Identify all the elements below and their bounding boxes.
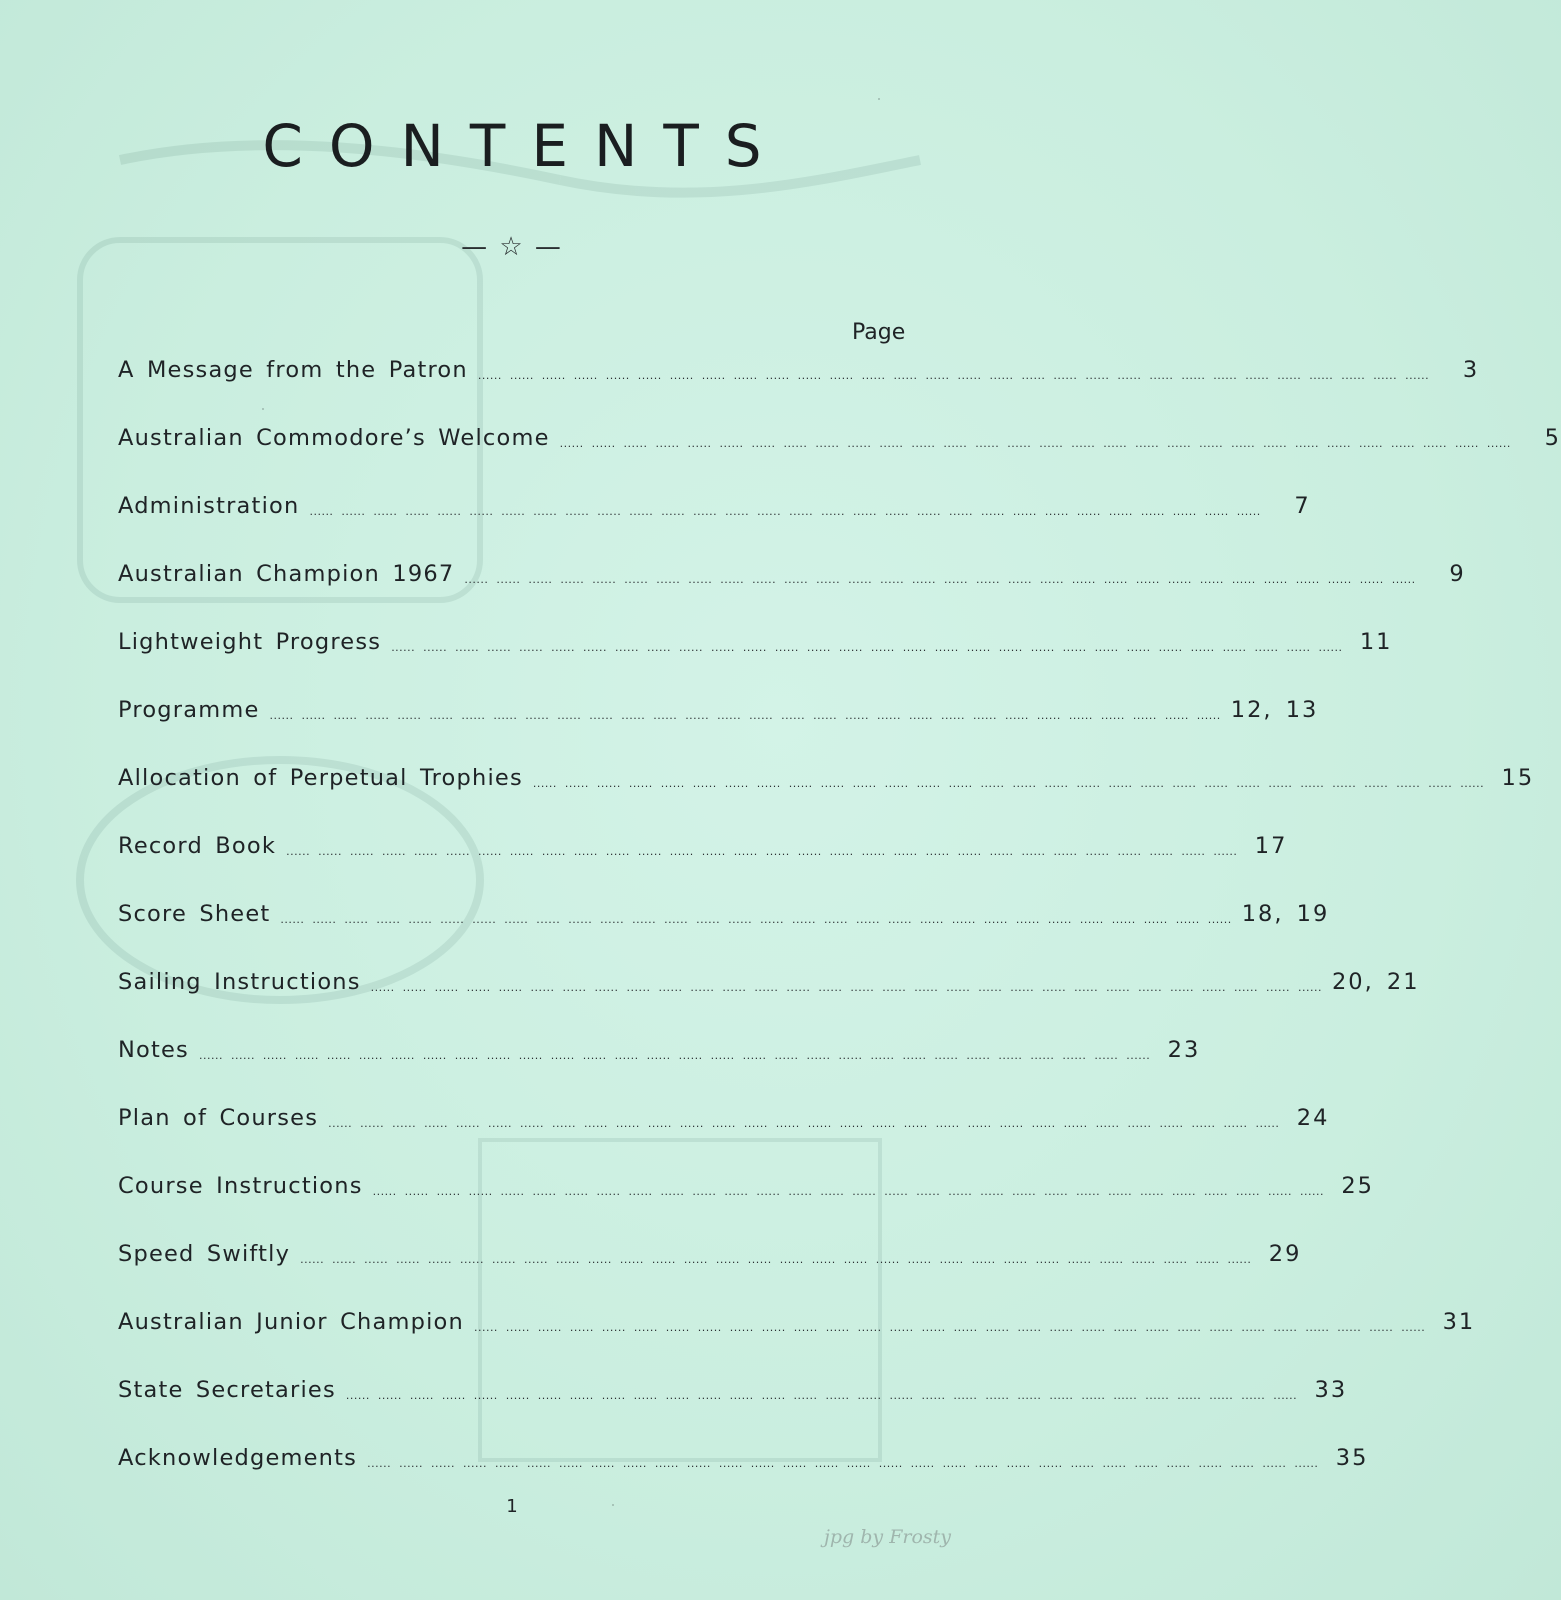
dot-leader: ...... ...... ...... ...... ...... ...... ...... ...... ...... ...... ...... ...... ...... ...... ...... ...... ...... ...... ...... ...... ...... ...... ...... ...... ...... ...... ...... ...... ...... ...... — [300, 1252, 1252, 1266]
dot-leader: ...... ...... ...... ...... ...... ...... ...... ...... ...... ...... ...... ...... ...... ...... ...... ...... ...... ...... ...... ...... ...... ...... ...... ...... ...... ...... ...... ...... ...... ...... — [391, 640, 1343, 654]
dot-leader: ...... ...... ...... ...... ...... ...... ...... ...... ...... ...... ...... ...... ...... ...... ...... ...... ...... ...... ...... ...... ...... ...... ...... ...... ...... ...... ...... ...... ...... ...... — [309, 504, 1261, 518]
toc-entry — [118, 758, 1535, 798]
toc-entry-title: Administration — [118, 493, 300, 519]
toc-entry-page: 11 — [1359, 629, 1393, 655]
toc-entry-page: 3 — [1462, 357, 1480, 383]
toc-entry — [118, 894, 1330, 934]
toc-entry — [118, 554, 1466, 594]
dot-leader: ...... ...... ...... ...... ...... ...... ...... ...... ...... ...... ...... ...... ...... ...... ...... ...... ...... ...... ...... ...... ...... ...... ...... ...... ...... ...... ...... ...... ...... ...... — [269, 708, 1221, 722]
toc-entry — [118, 1030, 1201, 1070]
toc-entry — [118, 486, 1311, 526]
toc-entry-page: 33 — [1314, 1377, 1348, 1403]
page-column-label: Page — [852, 320, 906, 345]
star-ornament: — ☆ — — [461, 232, 563, 262]
toc-entry-page: 23 — [1167, 1037, 1201, 1063]
toc-entry-page: 31 — [1442, 1309, 1476, 1335]
paper-speck — [262, 408, 264, 410]
show-through-background — [60, 120, 940, 1500]
toc-entry-title: Lightweight Progress — [118, 629, 382, 655]
toc-entry-title: Course Instructions — [118, 1173, 363, 1199]
dot-leader: ...... ...... ...... ...... ...... ...... ...... ...... ...... ...... ...... ...... ...... ...... ...... ...... ...... ...... ...... ...... ...... ...... ...... ...... ...... ...... ...... ...... ...... ...... — [532, 776, 1485, 790]
dot-leader: ...... ...... ...... ...... ...... ...... ...... ...... ...... ...... ...... ...... ...... ...... ...... ...... ...... ...... ...... ...... ...... ...... ...... ...... ...... ...... ...... ...... ...... ...... — [464, 572, 1416, 586]
dot-leader: ...... ...... ...... ...... ...... ...... ...... ...... ...... ...... ...... ...... ...... ...... ...... ...... ...... ...... ...... ...... ...... ...... ...... ...... ...... ...... ...... ...... ...... ...... — [328, 1116, 1280, 1130]
credit-watermark: jpg by Frosty — [824, 1526, 952, 1548]
toc-entry-page: 9 — [1449, 561, 1466, 587]
toc-entry-title: Notes — [118, 1037, 189, 1063]
toc-entry-title: A Message from the Patron — [118, 357, 468, 383]
dot-leader: ...... ...... ...... ...... ...... ...... ...... ...... ...... ...... ...... ...... ...... ...... ...... ...... ...... ...... ...... ...... ...... ...... ...... ...... ...... ...... ...... ...... ...... ...... — [477, 368, 1430, 382]
toc-entry — [118, 1166, 1374, 1206]
toc-entry-page: 5 — [1544, 425, 1561, 451]
toc-entry-page: 17 — [1254, 833, 1288, 859]
toc-entry-page: 7 — [1294, 493, 1311, 519]
toc-entry — [118, 826, 1288, 866]
toc-entry-title: Allocation of Perpetual Trophies — [118, 765, 523, 791]
paper-speck — [878, 98, 880, 100]
toc-entry-title: State Secretaries — [118, 1377, 336, 1403]
toc-entry-title: Score Sheet — [118, 901, 271, 927]
paper-speck — [612, 1504, 614, 1506]
toc-entry-title: Australian Champion 1967 — [118, 561, 455, 587]
toc-entry-title: Record Book — [118, 833, 277, 859]
dot-leader: ...... ...... ...... ...... ...... ...... ...... ...... ...... ...... ...... ...... ...... ...... ...... ...... ...... ...... ...... ...... ...... ...... ...... ...... ...... ...... ...... ...... ...... ...... — [345, 1388, 1298, 1402]
dot-leader: ...... ...... ...... ...... ...... ...... ...... ...... ...... ...... ...... ...... ...... ...... ...... ...... ...... ...... ...... ...... ...... ...... ...... ...... ...... ...... ...... ...... ...... ...... — [280, 912, 1232, 926]
dot-leader: ...... ...... ...... ...... ...... ...... ...... ...... ...... ...... ...... ...... ...... ...... ...... ...... ...... ...... ...... ...... ...... ...... ...... ...... ...... ...... ...... ...... ...... ...... — [372, 1184, 1324, 1198]
toc-entry — [118, 1234, 1302, 1274]
dot-leader: ...... ...... ...... ...... ...... ...... ...... ...... ...... ...... ...... ...... ...... ...... ...... ...... ...... ...... ...... ...... ...... ...... ...... ...... ...... ...... ...... ...... ...... ...... — [559, 436, 1511, 450]
dot-leader: ...... ...... ...... ...... ...... ...... ...... ...... ...... ...... ...... ...... ...... ...... ...... ...... ...... ...... ...... ...... ...... ...... ...... ...... ...... ...... ...... ...... ...... ...... — [370, 980, 1322, 994]
toc-entry-page: 20, 21 — [1331, 969, 1420, 995]
toc-entry — [118, 1302, 1476, 1342]
toc-entry-title: Acknowledgements — [118, 1445, 358, 1471]
toc-entry-page: 18, 19 — [1241, 901, 1330, 927]
toc-entry — [118, 1438, 1369, 1478]
toc-entry-title: Programme — [118, 697, 260, 723]
toc-entry-page: 35 — [1335, 1445, 1369, 1471]
toc-entry-page: 15 — [1501, 765, 1535, 791]
toc-entry — [118, 1098, 1330, 1138]
dot-leader: ...... ...... ...... ...... ...... ...... ...... ...... ...... ...... ...... ...... ...... ...... ...... ...... ...... ...... ...... ...... ...... ...... ...... ...... ...... ...... ...... ...... ...... ...... — [473, 1320, 1426, 1334]
toc-entry — [118, 418, 1561, 458]
toc-entry-title: Plan of Courses — [118, 1105, 319, 1131]
toc-entry-page: 24 — [1296, 1105, 1330, 1131]
toc-entry — [118, 690, 1319, 730]
toc-entry-title: Speed Swiftly — [118, 1241, 291, 1267]
toc-entry-page: 12, 13 — [1230, 697, 1319, 723]
toc-entry — [118, 350, 1480, 390]
page-title: CONTENTS — [262, 112, 788, 180]
toc-entry-page: 25 — [1341, 1173, 1374, 1199]
dot-leader: ...... ...... ...... ...... ...... ...... ...... ...... ...... ...... ...... ...... ...... ...... ...... ...... ...... ...... ...... ...... ...... ...... ...... ...... ...... ...... ...... ...... ...... ...... — [286, 844, 1238, 858]
dot-leader: ...... ...... ...... ...... ...... ...... ...... ...... ...... ...... ...... ...... ...... ...... ...... ...... ...... ...... ...... ...... ...... ...... ...... ...... ...... ...... ...... ...... ...... ...... — [367, 1456, 1319, 1470]
toc-entry-title: Sailing Instructions — [118, 969, 361, 995]
dot-leader: ...... ...... ...... ...... ...... ...... ...... ...... ...... ...... ...... ...... ...... ...... ...... ...... ...... ...... ...... ...... ...... ...... ...... ...... ...... ...... ...... ...... ...... ...... — [198, 1048, 1151, 1062]
toc-entry — [118, 962, 1420, 1002]
toc-entry — [118, 1370, 1348, 1410]
toc-entry — [118, 622, 1393, 662]
toc-entry-page: 29 — [1268, 1241, 1302, 1267]
page-number: 1 — [506, 1496, 518, 1517]
toc-entry-title: Australian Junior Champion — [118, 1309, 464, 1335]
toc-entry-title: Australian Commodore’s Welcome — [118, 425, 550, 451]
